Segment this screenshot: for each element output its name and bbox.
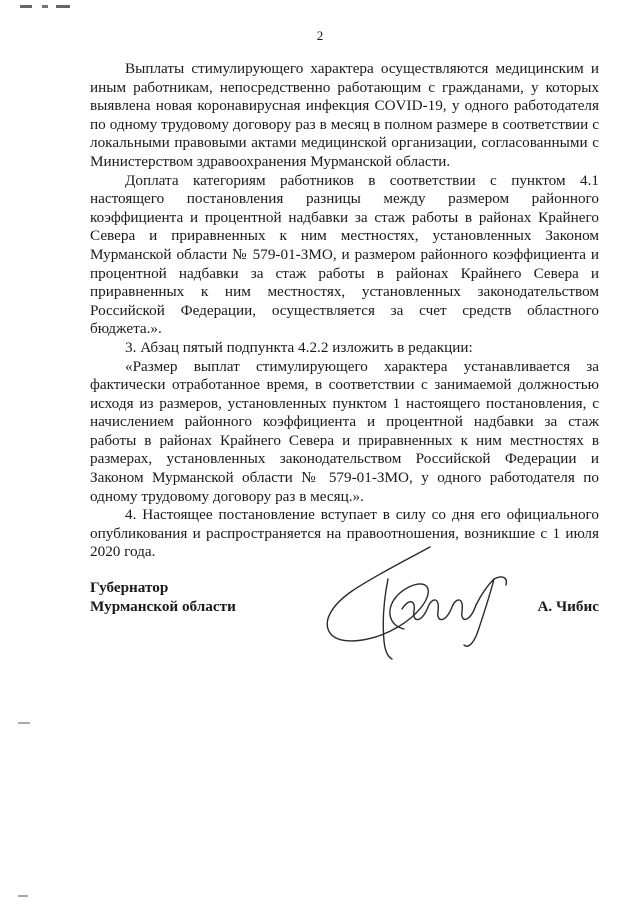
scan-edge-speck [18,712,30,730]
scan-edge-speck [18,885,28,903]
document-body [90,60,599,562]
paragraph-amendment-text: «Размер выплат стимулирующего характера устанавливается за фактически отработанное время, в соответствии с занимаемой должностью исходя из размеров, установленных пунктом 1 настоящего постановления, с начислением районного коэффициента и процентной надбавки за стаж работы в районах Крайнего Севера и приравненных к ним местностях в размерах, установленных законодательством Российской Федерации и Законом Мурманской области № 579-01-ЗМО, у одного работодателя по одному трудовому договору раз в месяц.». [90,357,599,505]
handwritten-signature [318,545,528,670]
signature-block [90,575,599,665]
paragraph-incentive-payments: Выплаты стимулирующего характера осуществляются медицинским и иным работникам, непосредственно работающим с гражданами, у которых выявлена новая коронавирусная инфекция COVID-19, у одного работодателя по одному трудовому договору раз в месяц в полном размере в соответствии с локальными правовыми актами медицинской организации, согласованными с Министерством здравоохранения Мурманской области. [90,60,599,170]
paragraph-allowance-difference: Доплата категориям работников в соответствии с пунктом 4.1 настоящего постановления разницы между размером районного коэффициента и процентной надбавки за стаж работы в районах Крайнего Севера и приравненных к ним местностях, установленных Законом Мурманской области № 579-01-ЗМО, и размером районного коэффициента и процентной надбавки за стаж работы в районах Крайнего Севера и приравненных к ним местностях, установленных законодательством Российской Федерации, осуществляется за счет средств областного бюджета.». [90,171,599,338]
signer-position [90,579,236,616]
position-line-2: Мурманской области [90,597,236,615]
signer-name: А. Чибис [537,598,599,615]
paragraph-amendment-item-3: 3. Абзац пятый подпункта 4.2.2 изложить в редакции: [125,338,473,356]
position-line-1: Губернатор [90,579,169,596]
paragraph-effective-date: 4. Настоящее постановление вступает в силу со дня его официального опубликования и распространяется на правоотношения, возникшие с 1 июля 2020 года. [90,506,599,561]
page-number: 2 [316,28,324,43]
scan-corner-mark [20,0,80,18]
